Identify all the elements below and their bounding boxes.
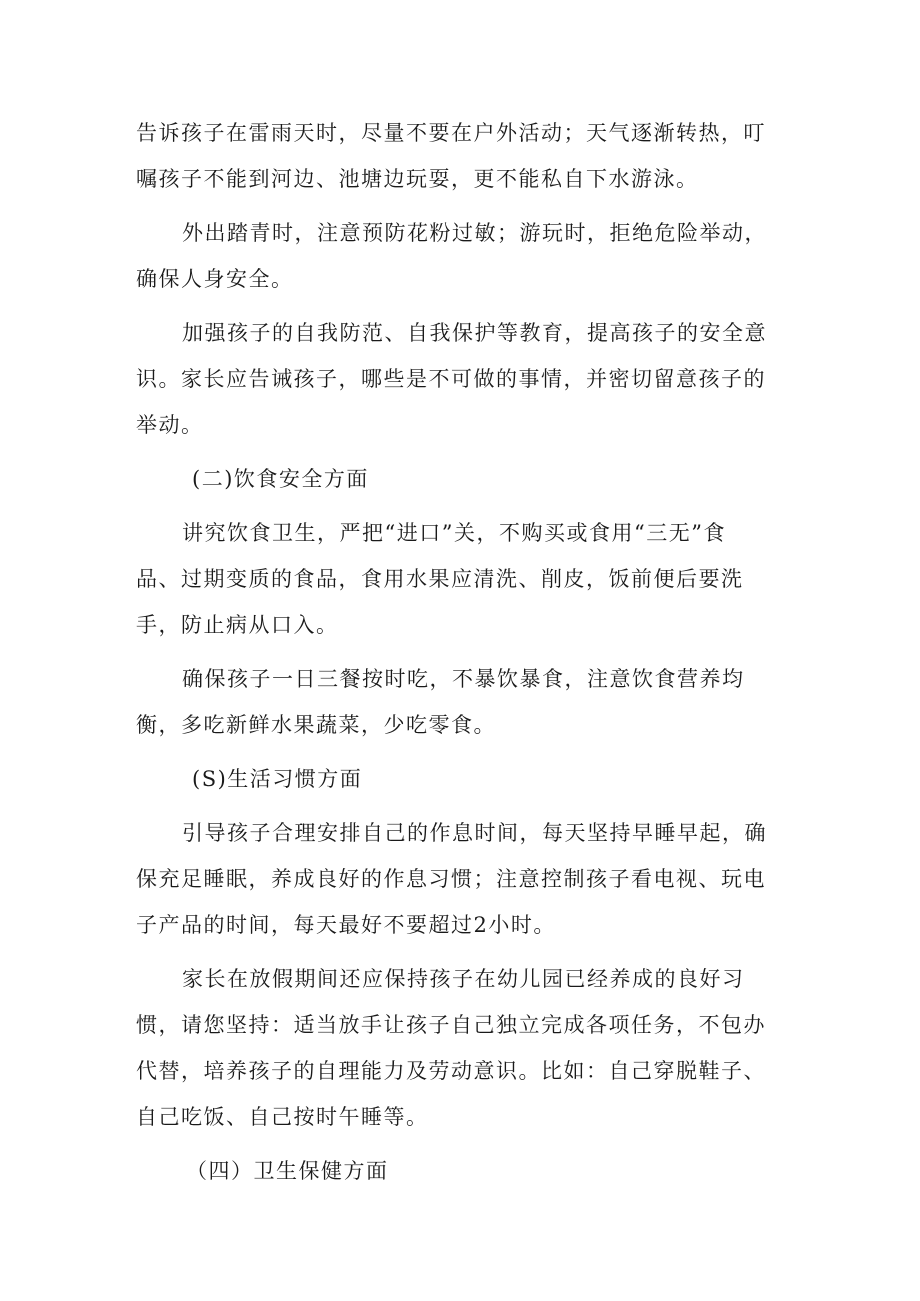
- paragraph-meals: [136, 656, 796, 748]
- text-line: 确保人身安全。: [136, 267, 294, 291]
- paragraph-thunderstorm-swimming: [136, 110, 796, 202]
- text-line: 衡，多吃新鲜水果蔬菜，少吃零食。: [136, 713, 496, 737]
- text-line: 加强孩子的自我防范、自我保护等教育，提高孩子的安全意: [182, 321, 767, 345]
- paragraph-sleep-schedule: [136, 810, 796, 948]
- text-line: 惯，请您坚持：适当放手让孩子自己独立完成各项任务，不包办: [136, 1013, 766, 1037]
- paragraph-outing-safety: [136, 210, 796, 302]
- text-line: 外出踏青时，注意预防花粉过敏；游玩时，拒绝危险举动，: [182, 221, 767, 245]
- text-line: 引导孩子合理安排自己的作息时间，每天坚持早睡早起，确: [182, 821, 767, 845]
- text-line: 代替，培养孩子的自理能力及劳动意识。比如：自己穿脱鞋子、: [136, 1059, 766, 1083]
- paragraph-self-care: [136, 956, 796, 1140]
- text-line: 子产品的时间，每天最好不要超过2小时。: [136, 913, 556, 937]
- text-line: 告诉孩子在雷雨天时，尽量不要在户外活动；天气逐渐转热，叮: [136, 121, 766, 145]
- text-line: 自己吃饭、自己按时午睡等。: [136, 1105, 429, 1129]
- text-line: 举动。: [136, 413, 204, 437]
- text-line: 手，防止病从口入。: [136, 613, 339, 637]
- section-heading-food-safety: (二)饮食安全方面: [192, 467, 369, 491]
- text-line: 识。家长应告诫孩子，哪些是不可做的事情，并密切留意孩子的: [136, 367, 766, 391]
- section-heading-living-habits: (S)生活习惯方面: [192, 767, 363, 791]
- text-line: 保充足睡眠，养成良好的作息习惯；注意控制孩子看电视、玩电: [136, 867, 766, 891]
- text-line: 品、过期变质的食品，食用水果应清洗、削皮，饭前便后要洗: [136, 567, 744, 591]
- section-heading-health-care: （四）卫生保健方面: [186, 1159, 389, 1183]
- document-body: [136, 110, 796, 1212]
- text-line: 确保孩子一日三餐按时吃，不暴饮暴食，注意饮食营养均: [182, 667, 745, 691]
- paragraph-food-hygiene: [136, 510, 796, 648]
- paragraph-self-protection: [136, 310, 796, 448]
- text-line: 讲究饮食卫生，严把“进口”关，不购买或食用“三无”食: [182, 521, 726, 545]
- text-line: 嘱孩子不能到河边、池塘边玩耍，更不能私自下水游泳。: [136, 167, 699, 191]
- text-line: 家长在放假期间还应保持孩子在幼儿园已经养成的良好习: [182, 967, 745, 991]
